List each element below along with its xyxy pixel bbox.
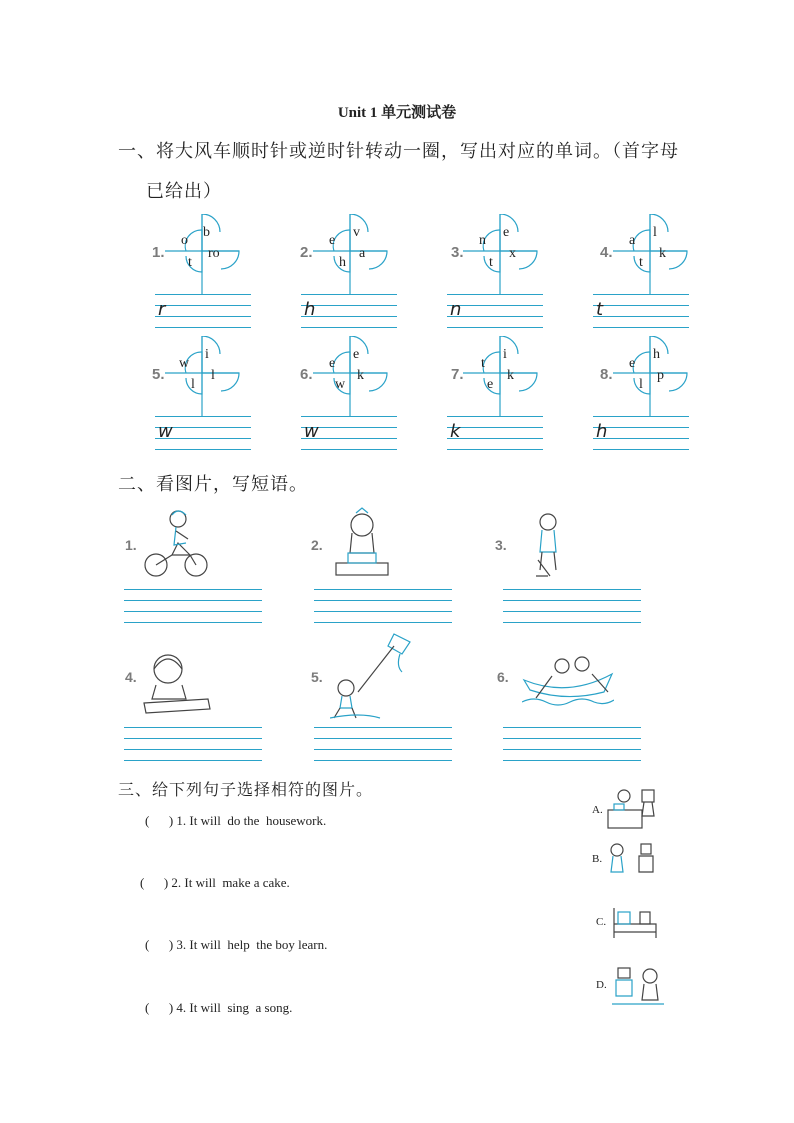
robot-and-boy-picture [605,840,665,880]
writing-lines[interactable] [124,727,262,761]
windmill-icon [313,336,393,416]
writing-lines[interactable] [301,416,397,452]
picture-number: 1. [125,537,137,553]
windmill-letter: e [353,347,360,362]
writing-lines[interactable] [503,589,641,623]
section1-title: 一、将大风车顺时针或逆时针转动一圈，写出对应的单词。（首字母 [118,141,679,162]
housework-picture [528,510,568,580]
writing-lines[interactable] [593,294,689,330]
windmill-letter: w [179,356,190,371]
windmill-letter: p [657,368,664,383]
sentence-2[interactable]: ( ) 2. It will make a cake. [140,875,290,890]
windmill-letter: e [329,356,336,371]
windmill-number: 1. [152,244,165,261]
writing-lines[interactable] [124,589,262,623]
first-letter: w [158,421,173,442]
robot-housework-picture [604,782,660,832]
windmill-letter: t [188,255,192,270]
writing-lines[interactable] [503,727,641,761]
writing-lines[interactable] [301,294,397,330]
writing-lines[interactable] [593,416,689,452]
windmill-letter: i [205,347,209,362]
windmill-letter: i [503,347,507,362]
windmill-letter: e [629,356,636,371]
windmill-letter: k [659,246,666,261]
robot-bed-picture [610,902,660,946]
section3-title: 三、给下列句子选择相符的图片。 [118,780,374,799]
doing-homework-picture [142,647,214,717]
sentence-3[interactable]: ( ) 3. It will help the boy learn. [145,937,328,952]
windmill-icon [613,336,693,416]
windmill-letter: l [211,368,215,383]
sentence-1[interactable]: ( ) 1. It will do the housework. [145,813,327,828]
windmill-letter: t [639,255,643,270]
picture-number: 6. [497,669,509,685]
option-label: C. [596,916,607,928]
writing-lines[interactable] [314,727,452,761]
robot-singing-picture [610,962,666,1008]
first-letter: n [450,299,462,320]
windmill-letter: v [353,225,360,240]
windmill-number: 4. [600,244,613,261]
writing-lines[interactable] [155,294,251,330]
windmill-letter: w [335,377,346,392]
windmill-icon [165,214,245,294]
windmill-letter: k [357,368,364,383]
section2-title: 二、看图片，写短语。 [118,474,308,495]
windmill-letter: o [181,233,188,248]
windmill-letter: ro [208,246,220,261]
windmill-letter: e [503,225,510,240]
writing-lines[interactable] [155,416,251,452]
picture-number: 2. [311,537,323,553]
page-title: Unit 1 单元测试卷 [337,105,457,121]
picture-number: 3. [495,537,507,553]
windmill-icon [165,336,245,416]
windmill-letter: l [191,377,195,392]
first-letter: h [596,421,608,442]
picture-number: 5. [311,669,323,685]
windmill-letter: n [479,233,486,248]
writing-lines[interactable] [447,416,543,452]
windmill-letter: e [487,377,494,392]
windmill-icon [463,336,543,416]
windmill-letter: h [653,347,660,362]
riding-bike-picture [142,505,212,580]
flying-kite-picture [330,632,415,720]
windmill-letter: t [481,356,485,371]
windmill-letter: l [653,225,657,240]
windmill-icon [313,214,393,294]
windmill-letter: k [507,368,514,383]
windmill-number: 8. [600,366,613,383]
windmill-number: 6. [300,366,313,383]
option-label: A. [592,804,603,816]
windmill-letter: l [639,377,643,392]
windmill-number: 5. [152,366,165,383]
sentence-4[interactable]: ( ) 4. It will sing a song. [145,1000,293,1015]
windmill-letter: a [629,233,636,248]
windmill-number: 7. [451,366,464,383]
rowing-boat-picture [522,652,614,712]
windmill-icon [463,214,543,294]
option-label: D. [596,979,607,991]
option-label: B. [592,853,603,865]
writing-lines[interactable] [447,294,543,330]
writing-lines[interactable] [314,589,452,623]
first-letter: r [158,299,166,320]
windmill-letter: a [359,246,366,261]
first-letter: h [304,299,316,320]
windmill-icon [613,214,693,294]
windmill-letter: h [339,255,346,270]
windmill-letter: t [489,255,493,270]
windmill-letter: x [509,246,516,261]
section1-title-cont: 已给出） [146,181,222,202]
picture-number: 4. [125,669,137,685]
windmill-number: 3. [451,244,464,261]
first-letter: w [304,421,319,442]
first-letter: t [596,299,604,320]
first-letter: k [450,421,461,442]
windmill-letter: e [329,233,336,248]
windmill-letter: b [203,225,210,240]
making-cake-picture [332,505,392,580]
windmill-number: 2. [300,244,313,261]
